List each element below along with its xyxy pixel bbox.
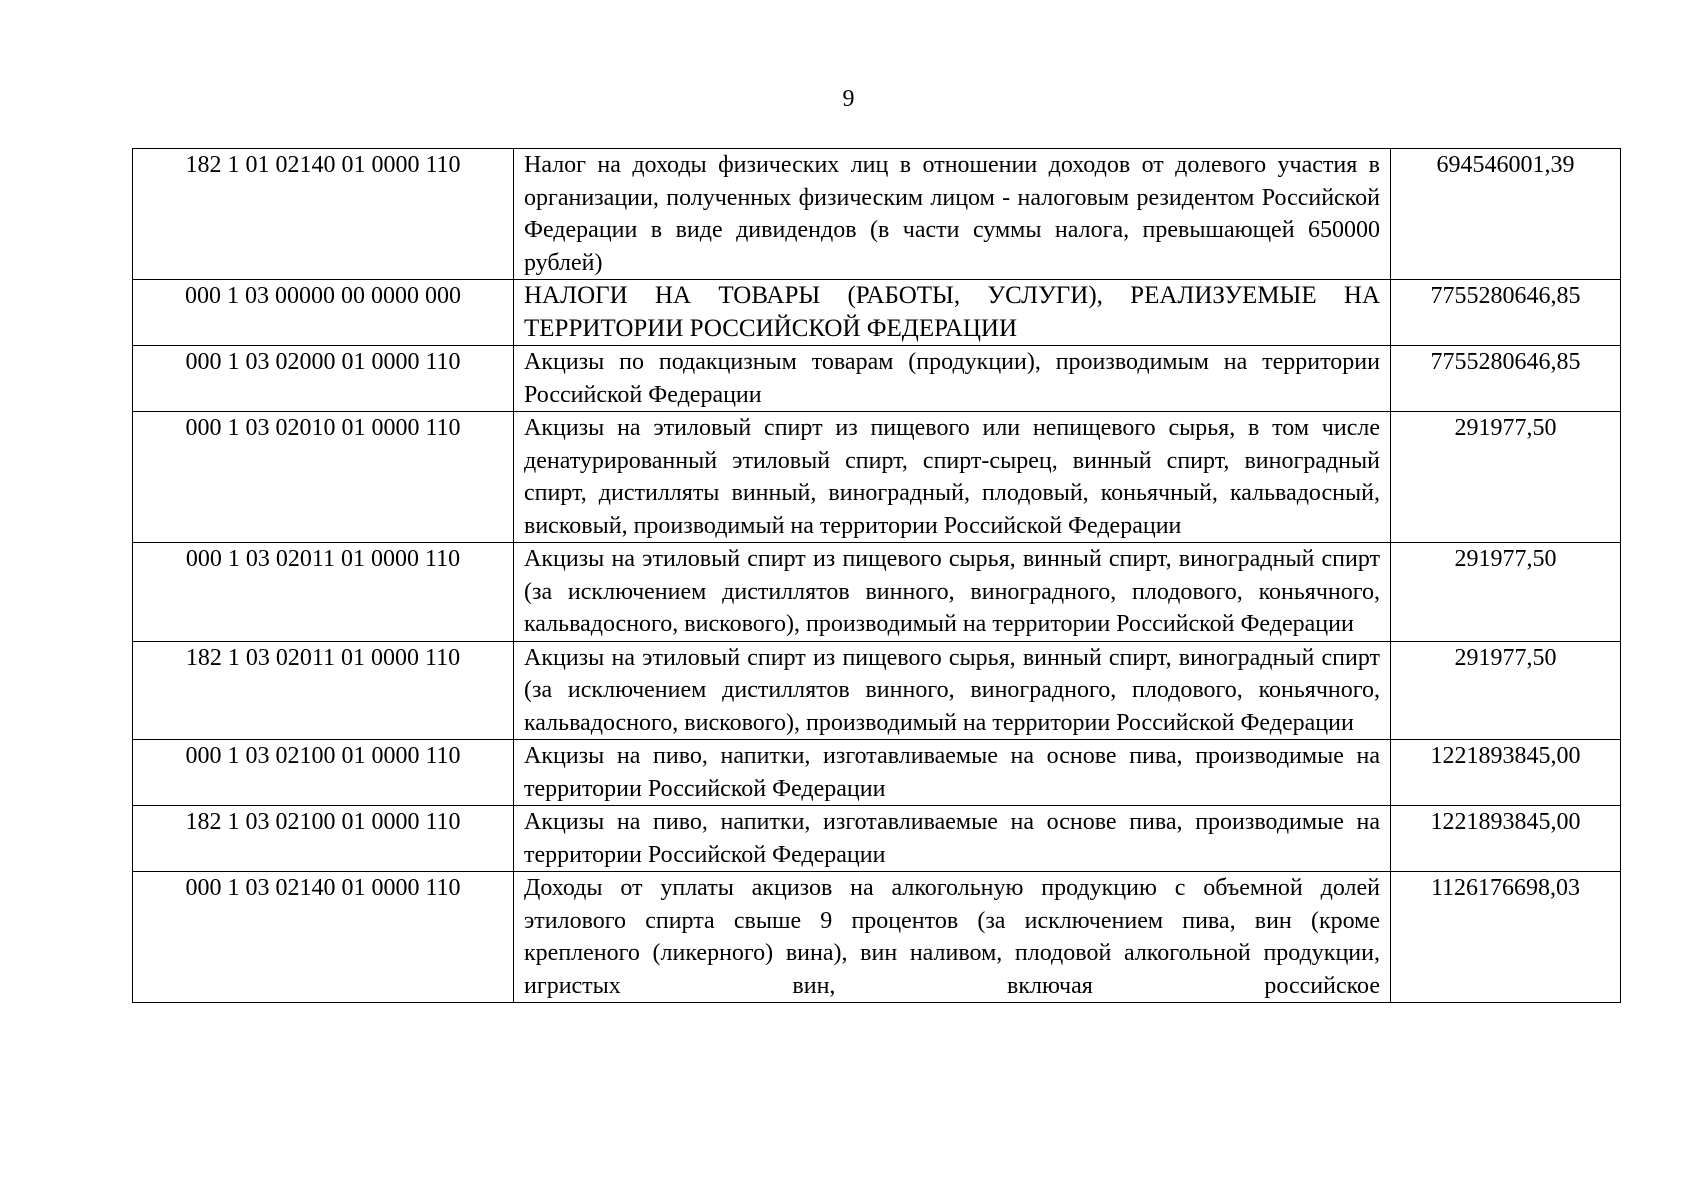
description-cell: Акцизы по подакцизным товарам (продукции), производимым на территории Российской Федерации xyxy=(514,346,1391,412)
description-cell: Акцизы на пиво, напитки, изготавливаемые на основе пива, производимые на территории Российской Федерации xyxy=(514,806,1391,872)
description-cell: Акцизы на пиво, напитки, изготавливаемые на основе пива, производимые на территории Российской Федерации xyxy=(514,740,1391,806)
table-row xyxy=(133,641,1621,740)
budget-code-cell: 000 1 03 02011 01 0000 110 xyxy=(133,543,514,642)
budget-code-cell: 000 1 03 02100 01 0000 110 xyxy=(133,740,514,806)
table-row xyxy=(133,346,1621,412)
description-cell: Акцизы на этиловый спирт из пищевого сырья, винный спирт, виноградный спирт (за исключением дистиллятов винного, виноградного, плодового, коньячного, кальвадосного, вискового), производимый на территории Российской Федерации xyxy=(514,641,1391,740)
description-cell: НАЛОГИ НА ТОВАРЫ (РАБОТЫ, УСЛУГИ), РЕАЛИЗУЕМЫЕ НА ТЕРРИТОРИИ РОССИЙСКОЙ ФЕДЕРАЦИИ xyxy=(514,280,1391,346)
description-cell: Доходы от уплаты акцизов на алкогольную продукцию с объемной долей этилового спирта свыше 9 процентов (за исключением пива, вин (кроме крепленого (ликерного) вина), вин наливом, плодовой алкогольной продукции, игристых вин, включая российское xyxy=(514,872,1391,1003)
amount-cell: 694546001,39 xyxy=(1391,149,1621,280)
budget-code-cell: 182 1 03 02100 01 0000 110 xyxy=(133,806,514,872)
description-cell: Акцизы на этиловый спирт из пищевого или непищевого сырья, в том числе денатурированный этиловый спирт, спирт-сырец, винный спирт, виноградный спирт, дистилляты винный, виноградный, плодовый, коньячный, кальвадосный, висковый, производимый на территории Российской Федерации xyxy=(514,412,1391,543)
table-row xyxy=(133,280,1621,346)
budget-code-cell: 182 1 03 02011 01 0000 110 xyxy=(133,641,514,740)
amount-cell: 1126176698,03 xyxy=(1391,872,1621,1003)
budget-code-cell: 182 1 01 02140 01 0000 110 xyxy=(133,149,514,280)
table-row xyxy=(133,872,1621,1003)
revenue-table xyxy=(132,148,1621,1003)
table-row xyxy=(133,412,1621,543)
amount-cell: 1221893845,00 xyxy=(1391,740,1621,806)
table-row xyxy=(133,740,1621,806)
table-row xyxy=(133,149,1621,280)
table-row xyxy=(133,806,1621,872)
page-number: 9 xyxy=(842,86,855,112)
amount-cell: 1221893845,00 xyxy=(1391,806,1621,872)
amount-cell: 7755280646,85 xyxy=(1391,280,1621,346)
budget-code-cell: 000 1 03 00000 00 0000 000 xyxy=(133,280,514,346)
budget-code-cell: 000 1 03 02010 01 0000 110 xyxy=(133,412,514,543)
amount-cell: 291977,50 xyxy=(1391,412,1621,543)
amount-cell: 291977,50 xyxy=(1391,641,1621,740)
description-cell: Налог на доходы физических лиц в отношении доходов от долевого участия в организации, полученных физическим лицом - налоговым резидентом Российской Федерации в виде дивидендов (в части суммы налога, превышающей 650000 рублей) xyxy=(514,149,1391,280)
budget-code-cell: 000 1 03 02000 01 0000 110 xyxy=(133,346,514,412)
table-row xyxy=(133,543,1621,642)
amount-cell: 7755280646,85 xyxy=(1391,346,1621,412)
description-cell: Акцизы на этиловый спирт из пищевого сырья, винный спирт, виноградный спирт (за исключением дистиллятов винного, виноградного, плодового, коньячного, кальвадосного, вискового), производимый на территории Российской Федерации xyxy=(514,543,1391,642)
amount-cell: 291977,50 xyxy=(1391,543,1621,642)
budget-code-cell: 000 1 03 02140 01 0000 110 xyxy=(133,872,514,1003)
